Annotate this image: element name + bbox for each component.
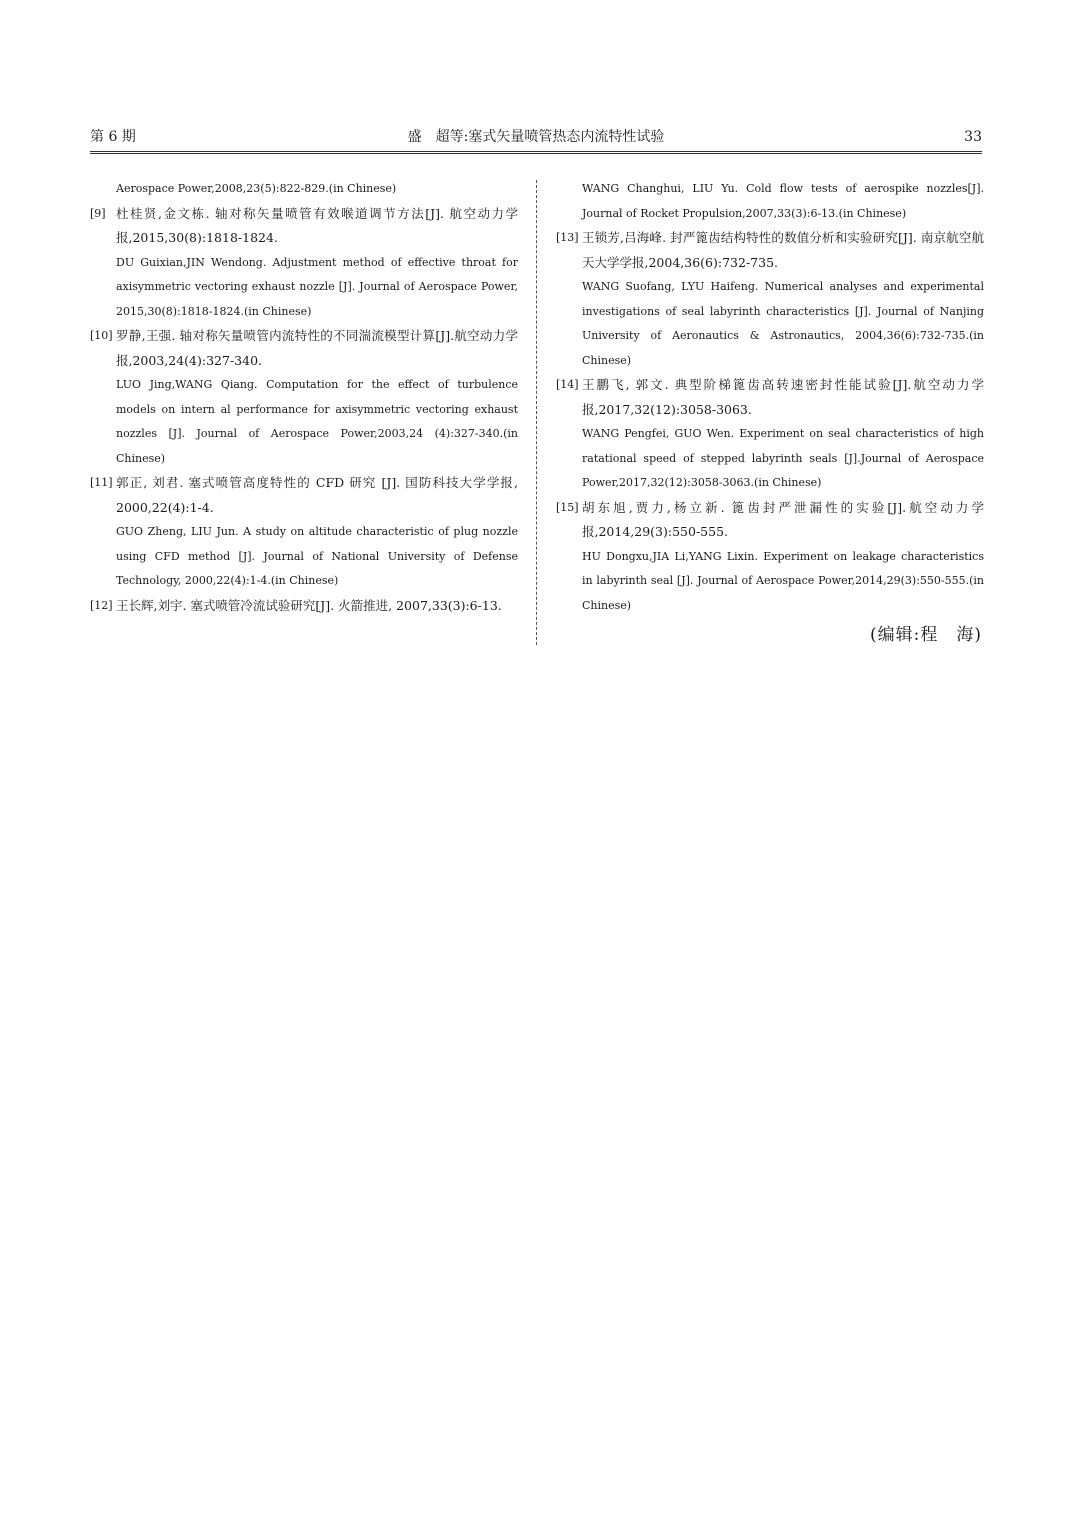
reference-chinese: 胡东旭,贾力,杨立新. 篦齿封严泄漏性的实验[J].航空动力学报,2014,29(3):550-555. (582, 499, 984, 539)
page-number: 33 (964, 129, 982, 145)
references-left-column (90, 177, 518, 618)
reference-english: LUO Jing,WANG Qiang. Computation for the effect of turbulence models on intern al performance for axisymmetric vectoring exhaust nozzles [J]. Journal of Aerospace Power,2003,24 (4):327-340.(in Chinese) (116, 378, 518, 465)
reference-number: [13] (556, 231, 579, 244)
running-title: 盛 超等:塞式矢量喷管热态内流特性试验 (407, 129, 665, 145)
reference-item (90, 594, 518, 619)
reference-item (90, 202, 518, 325)
reference-english: GUO Zheng, LIU Jun. A study on altitude characteristic of plug nozzle using CFD method [J]. Journal of National University of Defense Technology, 2000,22(4):1-4.(in Chinese) (116, 525, 518, 587)
reference-item (90, 324, 518, 471)
reference-chinese: 罗静,王强. 轴对称矢量喷管内流特性的不同湍流模型计算[J].航空动力学报,2003,24(4):327-340. (116, 328, 518, 368)
reference-continuation: Aerospace Power,2008,23(5):822-829.(in Chinese) (116, 182, 397, 195)
reference-number: [14] (556, 378, 579, 391)
reference-chinese: 王锁芳,吕海峰. 封严篦齿结构特性的数值分析和实验研究[J]. 南京航空航天大学学报,2004,36(6):732-735. (582, 230, 984, 270)
reference-english: WANG Pengfei, GUO Wen. Experiment on seal characteristics of high ratational speed of stepped labyrinth seals [J].Journal of Aerospace Power,2017,32(12):3058-3063.(in Chinese) (582, 427, 984, 489)
reference-number: [11] (90, 476, 113, 489)
reference-chinese: 王鹏飞, 郭文. 典型阶梯篦齿高转速密封性能试验[J].航空动力学报,2017,32(12):3058-3063. (582, 377, 984, 417)
references-right-column (556, 177, 984, 618)
reference-number: [12] (90, 598, 113, 612)
reference-number: [9] (90, 206, 106, 220)
editor-note: (编辑:程 海) (870, 625, 982, 645)
reference-chinese: 王长辉,刘宇. 塞式喷管冷流试验研究[J]. 火箭推进, 2007,33(3):6-13. (116, 597, 502, 613)
reference-english: WANG Suofang, LYU Haifeng. Numerical analyses and experimental investigations of seal labyrinth characteristics [J]. Journal of Nanjing University of Aeronautics & Astronautics, 2004,36(6):732-735.(in Chinese) (582, 280, 984, 367)
reference-number: [10] (90, 329, 113, 342)
reference-item (90, 471, 518, 594)
issue-label: 第 6 期 (90, 129, 136, 145)
reference-english: HU Dongxu,JIA Li,YANG Lixin. Experiment on leakage characteristics in labyrinth seal [J]. Journal of Aerospace Power,2014,29(3):550-555.(in Chinese) (582, 549, 984, 612)
reference-number: [15] (556, 500, 579, 514)
reference-item (556, 226, 984, 373)
reference-english: DU Guixian,JIN Wendong. Adjustment method of effective throat for axisymmetric vectoring exhaust nozzle [J]. Journal of Aerospace Power, 2015,30(8):1818-1824.(in Chinese) (116, 255, 518, 318)
running-header (90, 124, 982, 150)
reference-chinese: 郭正, 刘君. 塞式喷管高度特性的 CFD 研究 [J]. 国防科技大学学报, 2000,22(4):1-4. (116, 475, 518, 515)
reference-continuation: WANG Changhui, LIU Yu. Cold flow tests of aerospike nozzles[J]. Journal of Rocket Propulsion,2007,33(3):6-13.(in Chinese) (582, 182, 984, 220)
header-rule (90, 151, 982, 154)
column-divider (536, 180, 537, 645)
reference-item (556, 496, 984, 619)
reference-chinese: 杜桂贤,金文栋. 轴对称矢量喷管有效喉道调节方法[J]. 航空动力学报,2015,30(8):1818-1824. (116, 205, 518, 245)
reference-item (556, 373, 984, 496)
